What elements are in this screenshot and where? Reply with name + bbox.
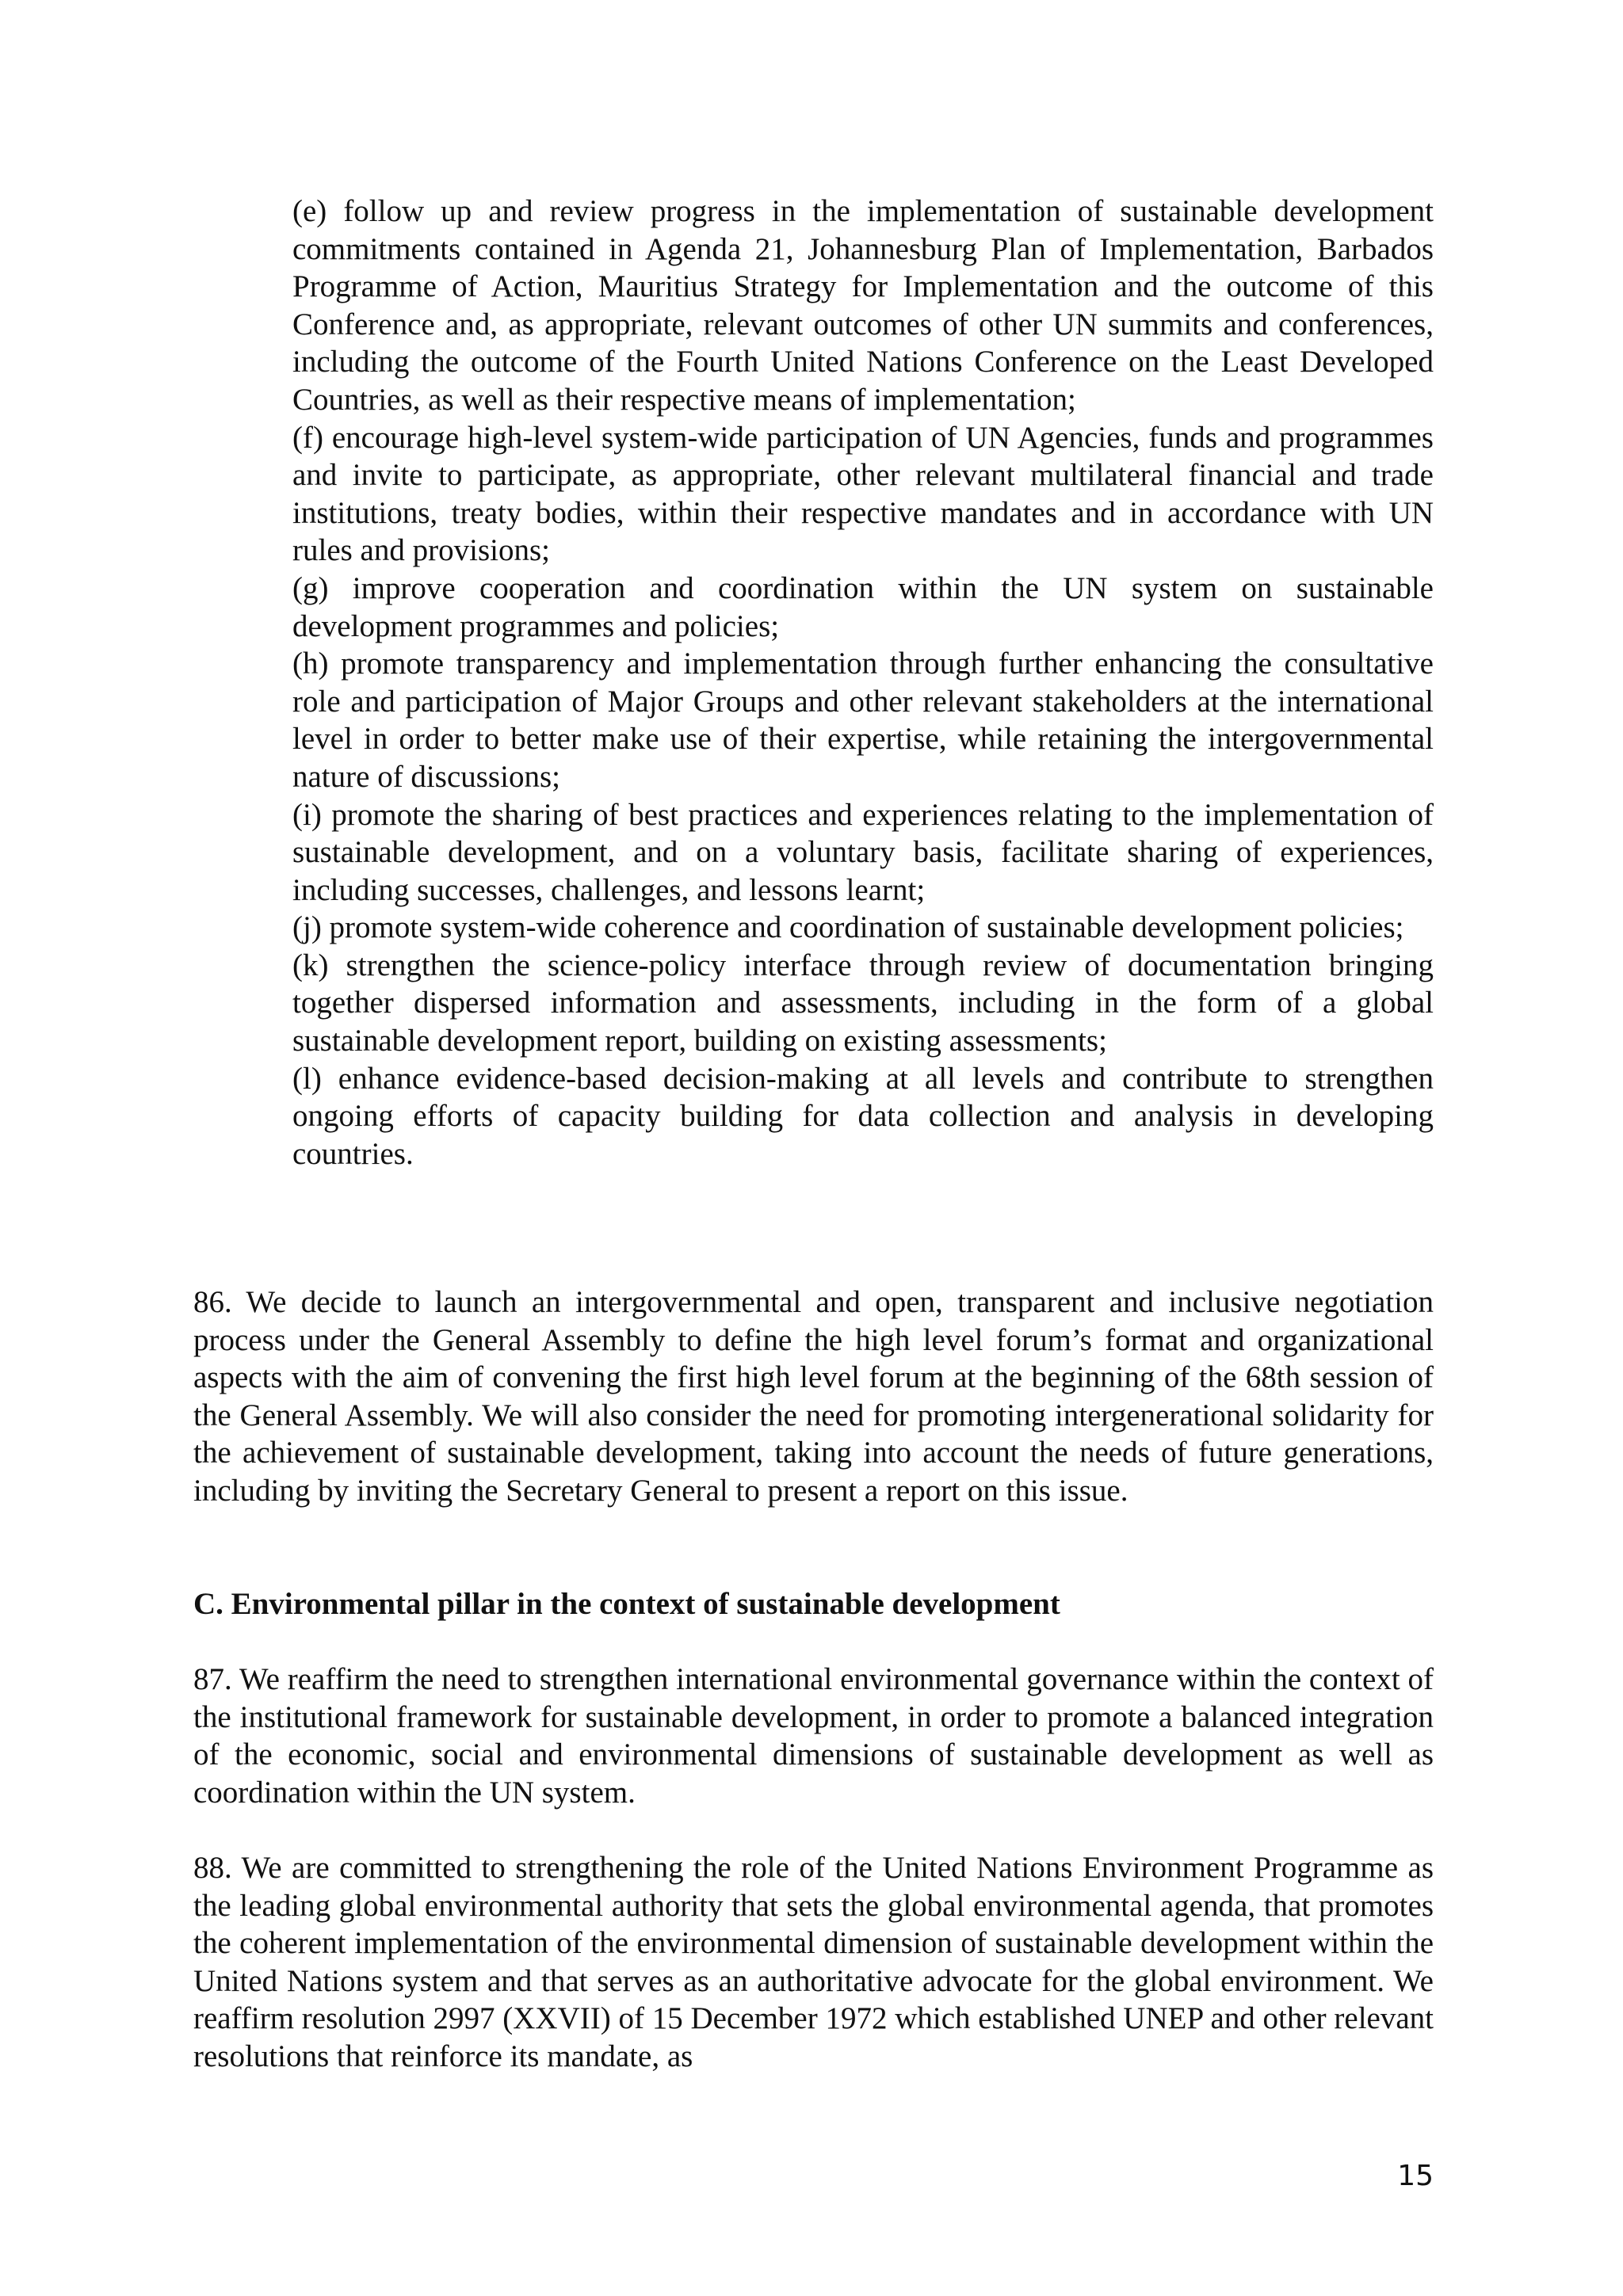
list-item-e: (e) follow up and review progress in the implementation of sustainable development commitments contained in Agenda 21, Johannesburg Plan of Implementation, Barbados Programme of Action, Mauritius Strategy for Implementation and the outcome of this Conference and, as appropriate, relevant outcomes of other UN summits and conferences, including the outcome of the Fourth United Nations Conference on the Least Developed Countries, as well as their respective means of implementation; <box>292 194 1434 417</box>
paragraph-88: 88. We are committed to strengthening the role of the United Nations Environment Programme as the leading global environmental authority that sets the global environmental agenda, that promotes the coherent implementation of the environmental dimension of sustainable development within the United Nations system and that serves as an authoritative advocate for the global environment. We reaffirm resolution 2997 (XXVII) of 15 December 1972 which established UNEP and other relevant resolutions that reinforce its mandate, as <box>193 1851 1434 2073</box>
section-heading: C. Environmental pillar in the context of sustainable development <box>193 1587 1060 1621</box>
sub-item-list <box>292 193 1434 1173</box>
list-item-h: (h) promote transparency and implementation through further enhancing the consultative role and participation of Major Groups and other relevant stakeholders at the international level in order to better make use of their expertise, while retaining the intergovernmental nature of discussions; <box>292 646 1434 794</box>
list-item-i: (i) promote the sharing of best practices and experiences relating to the implementation of sustainable development, and on a voluntary basis, facilitate sharing of experiences, including successes, challenges, and lessons learnt; <box>292 797 1434 907</box>
list-item-l: (l) enhance evidence-based decision-making at all levels and contribute to strengthen ongoing efforts of capacity building for data collection and analysis in developing countries. <box>292 1061 1434 1171</box>
page-number: 15 <box>1397 2160 1434 2192</box>
list-item-k: (k) strengthen the science-policy interface through review of documentation bringing together dispersed information and assessments, including in the form of a global sustainable development report, building on existing assessments; <box>292 948 1434 1058</box>
list-item-j: (j) promote system-wide coherence and coordination of sustainable development policies; <box>292 910 1404 945</box>
paragraph-87: 87. We reaffirm the need to strengthen international environmental governance within the context of the institutional framework for sustainable development, in order to promote a balanced integration of the economic, social and environmental dimensions of sustainable development as well as coordination within the UN system. <box>193 1662 1434 1810</box>
list-item-f: (f) encourage high-level system-wide participation of UN Agencies, funds and programmes and invite to participate, as appropriate, other relevant multilateral financial and trade institutions, treaty bodies, within their respective mandates and in accordance with UN rules and provisions; <box>292 420 1434 568</box>
paragraph-86: 86. We decide to launch an intergovernmental and open, transparent and inclusive negotiation process under the General Assembly to define the high level forum’s format and organizational aspects with the aim of convening the first high level forum at the beginning of the 68th session of the General Assembly. We will also consider the need for promoting intergenerational solidarity for the achievement of sustainable development, taking into account the needs of future generations, including by inviting the Secretary General to present a report on this issue. <box>193 1285 1434 1508</box>
list-item-g: (g) improve cooperation and coordination within the UN system on sustainable development programmes and policies; <box>292 570 1434 643</box>
